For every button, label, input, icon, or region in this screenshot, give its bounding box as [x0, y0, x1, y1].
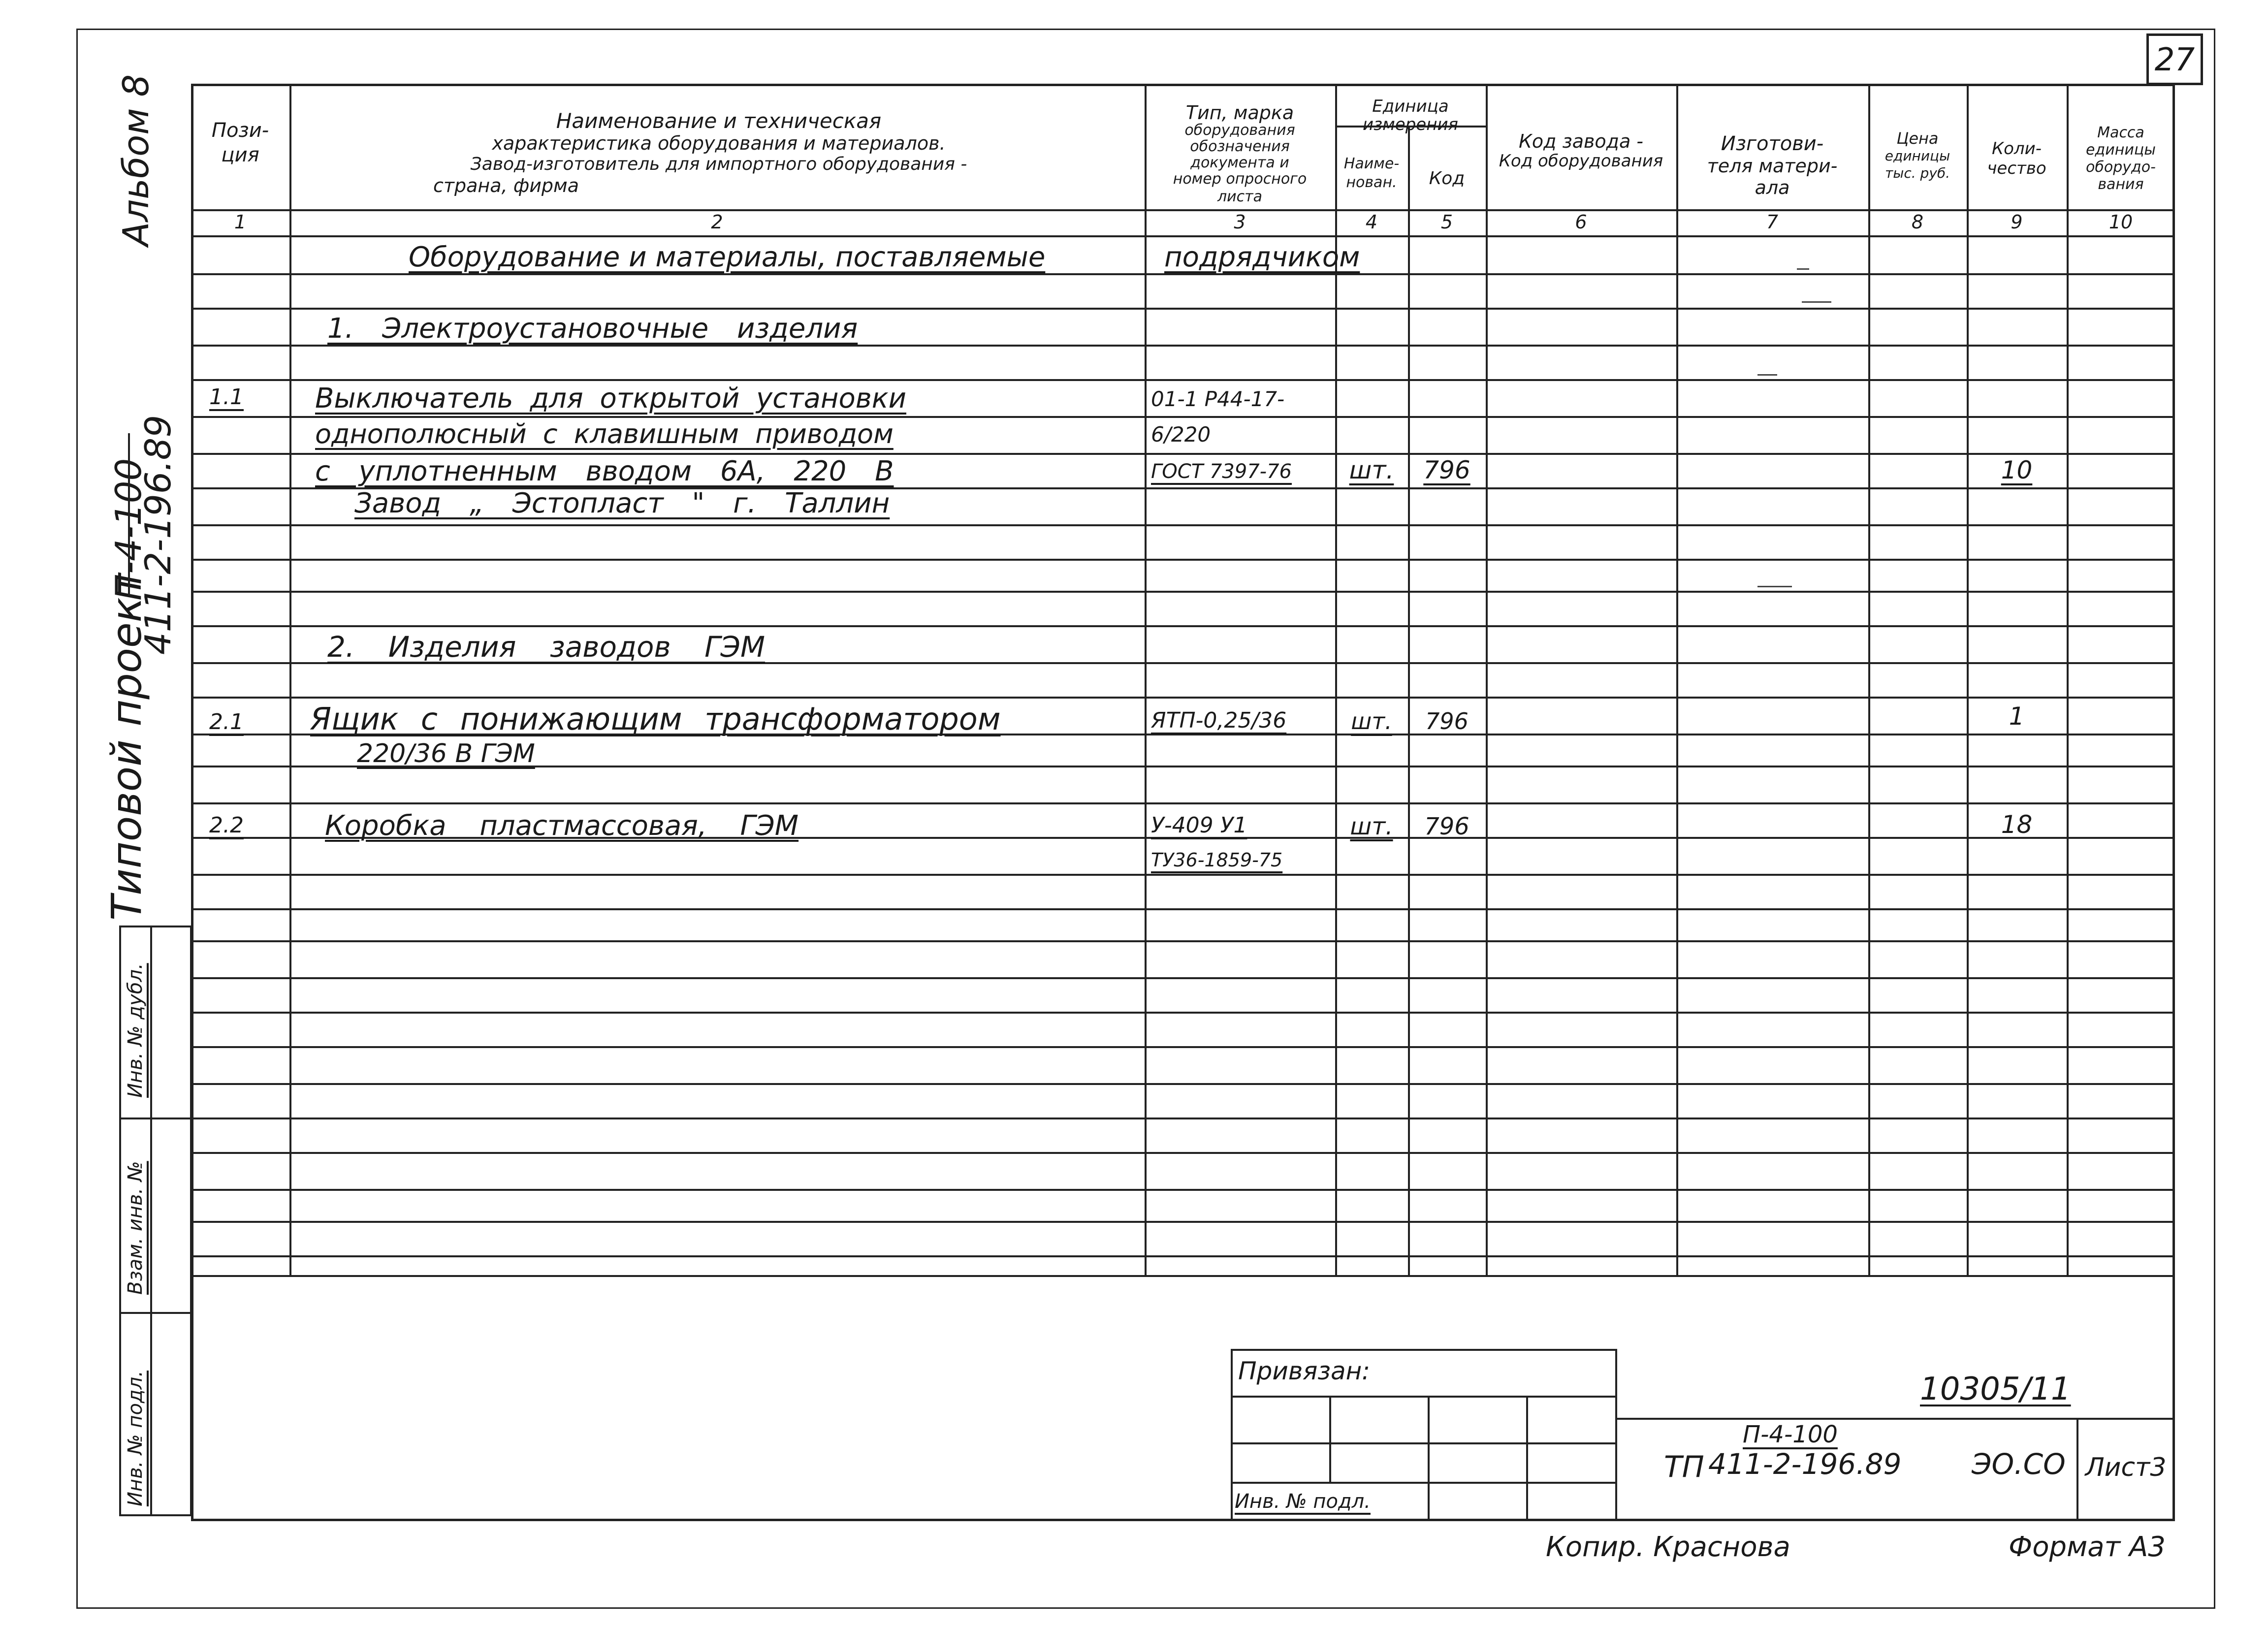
header-col10-line1: Масса	[2097, 124, 2144, 141]
header-col5: Код	[1429, 168, 1465, 189]
header-bottom-line	[191, 209, 2175, 211]
colnum-7: 7	[1766, 211, 1779, 233]
row-2-2-pos: 2.2	[209, 813, 244, 838]
privyazan-line-3	[1231, 1482, 1617, 1484]
row-2-1-type: ЯТП-0,25/36	[1151, 708, 1287, 733]
table-rule-line	[191, 625, 2175, 627]
privyazan-col-1	[1329, 1396, 1331, 1482]
project-code-bottom: 411-2-196.89	[137, 415, 179, 655]
colnum-9: 9	[2011, 211, 2023, 233]
col-line-8	[1967, 84, 1969, 1275]
table-rule-line	[191, 908, 2175, 910]
table-rule-line	[191, 977, 2175, 979]
row-1-1-qty: 10	[2001, 456, 2033, 484]
row-2-2-qty: 18	[2001, 810, 2033, 839]
header-col3-line6: листа	[1217, 188, 1263, 205]
row-2-2-type-2: ТУ36-1859-75	[1151, 849, 1283, 871]
row-1-1-type-2: 6/220	[1151, 422, 1211, 447]
header-col2-line4: страна, фирма	[433, 175, 579, 196]
section-heading-suppliers-cont: подрядчиком	[1164, 241, 1360, 273]
colnum-2: 2	[711, 211, 723, 233]
privyazan-label: Привязан:	[1238, 1357, 1371, 1385]
row-1-1-unit: шт.	[1349, 456, 1394, 484]
row-1-1-code: 796	[1423, 456, 1470, 484]
header-col2-line2: характеристика оборудования и материалов.	[492, 132, 946, 154]
stamp-divider-2	[119, 1312, 192, 1314]
row-1-1-name-3: с уплотненным вводом 6А, 220 В	[315, 455, 894, 487]
header-col3-line4: документа и	[1190, 154, 1289, 171]
row-2-1-name-2: 220/36 В ГЭМ	[357, 739, 535, 768]
col-line-2	[1145, 84, 1147, 1275]
header-col7-line1: Изготови-	[1721, 132, 1824, 155]
stamp-inv-dubl: Инв. № дубл.	[124, 963, 147, 1098]
header-col7-line2: теля матери-	[1707, 155, 1838, 177]
header-col8-line1: Цена	[1896, 129, 1939, 148]
table-rule-line	[191, 1255, 2175, 1257]
table-rule-line	[191, 1221, 2175, 1223]
row-1-1-name-4: Завод „ Эстопласт " г. Таллин	[354, 487, 890, 519]
row-1-1-type-3: ГОСТ 7397-76	[1151, 460, 1292, 483]
header-col10-line4: вания	[2098, 176, 2144, 193]
header-unit-group: Единица измерения	[1362, 96, 1459, 135]
header-col4-line1: Наиме-	[1343, 155, 1400, 172]
code-prefix: ТП	[1664, 1450, 1704, 1484]
stamp-vzam-inv: Взам. инв. №	[124, 1161, 147, 1295]
colnum-4: 4	[1365, 211, 1378, 233]
header-col1-line2: ция	[221, 144, 259, 166]
header-col1-line1: Пози-	[211, 119, 269, 142]
header-col6-line2: Код оборудования	[1499, 151, 1663, 171]
table-rule-line	[191, 697, 2175, 699]
header-col10-line2: единицы	[2086, 141, 2156, 159]
table-rule-line	[191, 940, 2175, 942]
col-line-5	[1486, 84, 1488, 1275]
table-end-line	[191, 1275, 2175, 1277]
row-1-1-name-2: однополюсный с клавишным приводом	[315, 418, 894, 449]
project-code-divider	[128, 433, 130, 596]
header-col3-line3: обозначения	[1190, 138, 1290, 155]
stage-code: ЭО.СО	[1972, 1447, 2066, 1481]
col7-mark-3	[1757, 374, 1777, 376]
table-rule-line	[191, 1083, 2175, 1085]
header-col8-line2: единицы	[1885, 148, 1950, 164]
doc-number: 10305/11	[1920, 1371, 2071, 1407]
col7-mark-2	[1802, 301, 1831, 303]
header-col8-line3: тыс. руб.	[1885, 165, 1950, 181]
number-row-bottom-line	[191, 235, 2175, 237]
table-rule-line	[191, 345, 2175, 347]
privyazan-line-2	[1231, 1442, 1617, 1444]
privyazan-line-1	[1231, 1396, 1617, 1398]
section-heading-1: 1. Электроустановочные изделия	[327, 313, 858, 345]
table-rule-line	[191, 874, 2175, 876]
header-col3-line1: Тип, марка	[1185, 102, 1294, 124]
colnum-3: 3	[1234, 211, 1246, 233]
header-col7-line3: ала	[1755, 177, 1790, 198]
section-heading-2: 2. Изделия заводов ГЭМ	[327, 630, 765, 664]
table-rule-line	[191, 453, 2175, 455]
project-code-top: П-4-100	[108, 458, 149, 601]
row-2-1-unit: шт.	[1351, 708, 1392, 734]
table-rule-line	[191, 559, 2175, 561]
header-col3-line5: номер опросного	[1173, 170, 1307, 188]
colnum-5: 5	[1440, 211, 1453, 233]
colnum-8: 8	[1911, 211, 1924, 233]
table-rule-line	[191, 802, 2175, 804]
header-col9-line2: чество	[1987, 159, 2046, 178]
sheet-label: Лист3	[2085, 1453, 2167, 1482]
header-col2-line3: Завод-изготовитель для импортного оборудования -	[470, 154, 967, 174]
header-col9-line1: Коли-	[1991, 139, 2042, 159]
header-col4-line2: нован.	[1346, 174, 1397, 191]
colnum-6: 6	[1575, 211, 1587, 233]
table-rule-line	[191, 379, 2175, 381]
table-rule-line	[191, 591, 2175, 593]
stamp-top-line	[1617, 1418, 2175, 1420]
table-rule-line	[191, 1152, 2175, 1154]
col7-mark-1	[1797, 268, 1809, 270]
privyazan-col-3	[1526, 1396, 1528, 1521]
table-rule-line	[191, 524, 2175, 526]
col-line-1	[289, 84, 291, 1275]
album-label: Альбом 8	[115, 74, 157, 246]
table-rule-line	[191, 416, 2175, 418]
row-2-2-name: Коробка пластмассовая, ГЭМ	[325, 810, 799, 842]
row-2-1-pos: 2.1	[209, 709, 244, 734]
col-line-4	[1408, 126, 1410, 1275]
stamp-divider-1	[119, 1117, 192, 1119]
sheet-number: 27	[2154, 42, 2195, 78]
colnum-10: 10	[2108, 211, 2133, 233]
stamp-divider-vertical	[150, 926, 152, 1516]
table-rule-line	[191, 1189, 2175, 1191]
section-heading-suppliers: Оборудование и материалы, поставляемые	[409, 241, 1046, 273]
row-1-1-name: Выключатель для открытой установки	[315, 383, 906, 415]
col-line-9	[2067, 84, 2069, 1275]
row-2-1-name: Ящик с понижающим трансформатором	[310, 701, 1001, 737]
row-1-1-pos: 1.1	[209, 384, 244, 410]
table-rule-line	[191, 1046, 2175, 1048]
col7-mark-4	[1757, 586, 1792, 587]
row-2-2-code: 796	[1424, 813, 1469, 840]
row-2-1-code: 796	[1425, 708, 1469, 734]
code-top: П-4-100	[1743, 1421, 1838, 1448]
table-rule-line	[191, 308, 2175, 310]
project-prefix-label: Типовой проект	[102, 573, 151, 921]
copied-by: Копир. Краснова	[1546, 1531, 1790, 1563]
header-col3-line2: оборудования	[1184, 122, 1295, 139]
row-2-1-qty: 1	[2009, 702, 2025, 731]
colnum-1: 1	[234, 211, 247, 233]
header-col10-line3: оборудо-	[2086, 159, 2156, 176]
col-line-6	[1676, 84, 1678, 1275]
header-col2-line1: Наименование и техническая	[556, 109, 882, 133]
stamp-inv-podl: Инв. № подл.	[124, 1371, 147, 1506]
table-rule-line	[191, 1117, 2175, 1119]
table-rule-line	[191, 273, 2175, 275]
col-line-7	[1868, 84, 1870, 1275]
code-bottom: 411-2-196.89	[1708, 1447, 1902, 1481]
row-2-2-unit: шт.	[1350, 813, 1393, 840]
format-label: Формат А3	[2009, 1531, 2166, 1563]
privyazan-col-2	[1428, 1396, 1430, 1521]
row-2-2-type: У-409 У1	[1151, 813, 1247, 838]
inv-podl-label: Инв. № подл.	[1235, 1490, 1371, 1513]
header-col6-line1: Код завода -	[1518, 130, 1644, 152]
row-1-1-type: 01-1 Р44-17-	[1151, 387, 1285, 411]
table-rule-line	[191, 1012, 2175, 1014]
